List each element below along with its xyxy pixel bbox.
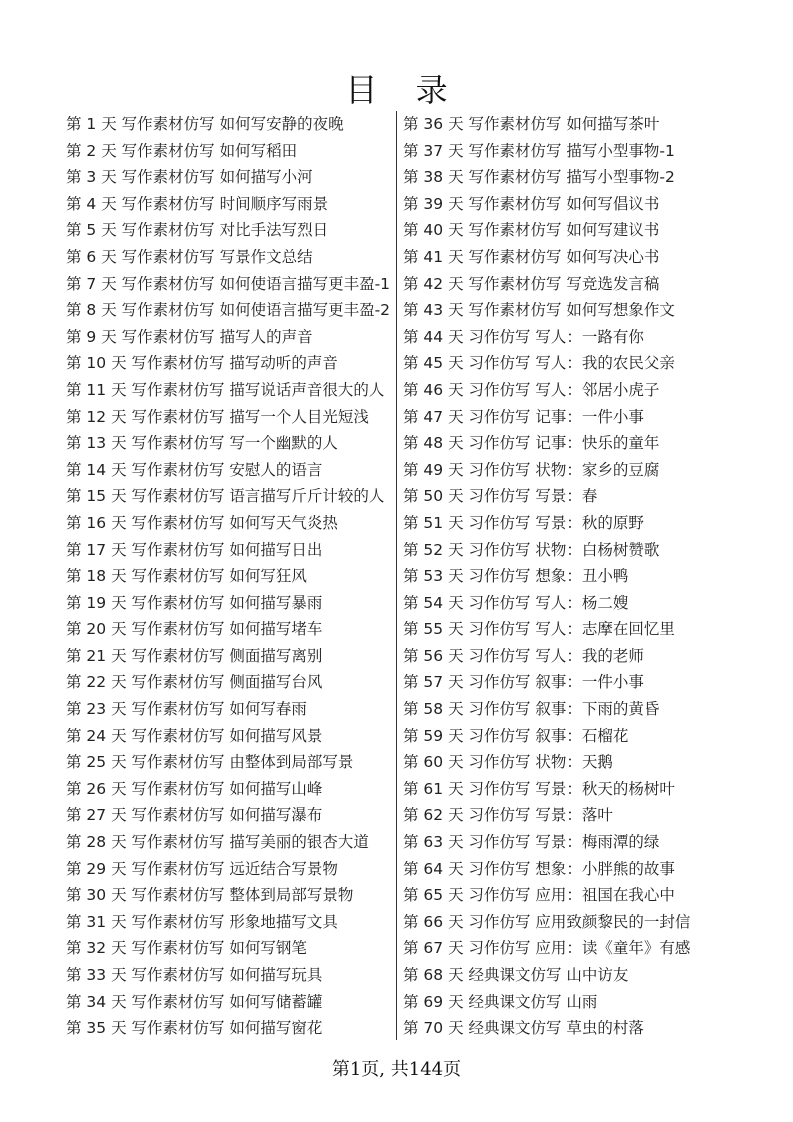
toc-entry[interactable]: 第 57 天 习作仿写 叙事：一件小事 [403,673,644,692]
toc-entry[interactable]: 第 18 天 写作素材仿写 如何写狂风 [66,567,307,586]
toc-entry[interactable]: 第 37 天 写作素材仿写 描写小型事物-1 [403,141,675,160]
toc-entry[interactable]: 第 67 天 习作仿写 应用：读《童年》有感 [403,939,691,958]
toc-entry[interactable]: 第 31 天 写作素材仿写 形象地描写文具 [66,912,338,931]
toc-entry[interactable]: 第 19 天 写作素材仿写 如何描写暴雨 [66,593,323,612]
toc-entry[interactable]: 第 11 天 写作素材仿写 描写说话声音很大的人 [66,380,385,399]
toc-entry[interactable]: 第 42 天 写作素材仿写 写竞选发言稿 [403,274,660,293]
page-number-footer: 第1页, 共144页 [331,1059,462,1080]
toc-entry[interactable]: 第 41 天 写作素材仿写 如何写决心书 [403,247,660,266]
toc-entry[interactable]: 第 23 天 写作素材仿写 如何写春雨 [66,700,307,719]
toc-entry[interactable]: 第 56 天 习作仿写 写人：我的老师 [403,646,644,665]
toc-entry[interactable]: 第 13 天 写作素材仿写 写一个幽默的人 [66,434,338,453]
toc-entry[interactable]: 第 27 天 写作素材仿写 如何描写瀑布 [66,806,323,825]
toc-entry[interactable]: 第 53 天 习作仿写 想象：丑小鸭 [403,567,629,586]
toc-entry[interactable]: 第 46 天 习作仿写 写人：邻居小虎子 [403,380,660,399]
toc-entry[interactable]: 第 47 天 习作仿写 记事：一件小事 [403,407,644,426]
toc-entry[interactable]: 第 34 天 写作素材仿写 如何写储蓄罐 [66,992,323,1011]
toc-entry[interactable]: 第 58 天 习作仿写 叙事：下雨的黄昏 [403,700,660,719]
toc-entry[interactable]: 第 70 天 经典课文仿写 草虫的村落 [403,1019,644,1038]
toc-entry[interactable]: 第 43 天 写作素材仿写 如何写想象作文 [403,301,675,320]
toc-entry[interactable]: 第 6 天 写作素材仿写 写景作文总结 [66,247,313,266]
toc-entry[interactable]: 第 65 天 习作仿写 应用：祖国在我心中 [403,886,675,905]
toc-entry[interactable]: 第 55 天 习作仿写 写人：志摩在回忆里 [403,620,675,639]
toc-entry[interactable]: 第 28 天 写作素材仿写 描写美丽的银杏大道 [66,833,369,852]
toc-entry[interactable]: 第 22 天 写作素材仿写 侧面描写台风 [66,673,323,692]
toc-entry[interactable]: 第 64 天 习作仿写 想象：小胖熊的故事 [403,859,675,878]
toc-entry[interactable]: 第 49 天 习作仿写 状物：家乡的豆腐 [403,460,660,479]
toc-entry[interactable]: 第 33 天 写作素材仿写 如何描写玩具 [66,966,323,984]
toc-right-column [403,111,733,1042]
toc-entry[interactable]: 第 4 天 写作素材仿写 时间顺序写雨景 [66,194,329,213]
toc-entry[interactable]: 第 17 天 写作素材仿写 如何描写日出 [66,540,323,559]
toc-entry[interactable]: 第 61 天 习作仿写 写景：秋天的杨树叶 [403,779,675,798]
toc-entry[interactable]: 第 12 天 写作素材仿写 描写一个人目光短浅 [66,407,369,426]
toc-entry[interactable]: 第 24 天 写作素材仿写 如何描写风景 [66,726,323,745]
toc-entry[interactable]: 第 45 天 习作仿写 写人：我的农民父亲 [403,354,675,373]
toc-entry[interactable]: 第 62 天 习作仿写 写景：落叶 [403,806,613,825]
toc-entry[interactable]: 第 66 天 习作仿写 应用致颜黎民的一封信 [403,912,691,931]
toc-entry[interactable]: 第 40 天 写作素材仿写 如何写建议书 [403,221,660,240]
toc-entry[interactable]: 第 35 天 写作素材仿写 如何描写窗花 [66,1019,323,1038]
toc-entry[interactable]: 第 39 天 写作素材仿写 如何写倡议书 [403,194,660,213]
toc-entry[interactable]: 第 3 天 写作素材仿写 如何描写小河 [66,168,313,187]
toc-entry[interactable]: 第 9 天 写作素材仿写 描写人的声音 [66,327,313,346]
toc-entry[interactable]: 第 68 天 经典课文仿写 山中访友 [403,966,629,984]
toc-left-column [66,111,392,1042]
toc-entry[interactable]: 第 16 天 写作素材仿写 如何写天气炎热 [66,513,338,532]
toc-entry[interactable]: 第 54 天 习作仿写 写人：杨二嫂 [403,593,629,612]
toc-entry[interactable]: 第 5 天 写作素材仿写 对比手法写烈日 [66,221,329,240]
toc-entry[interactable]: 第 36 天 写作素材仿写 如何描写茶叶 [403,115,660,133]
toc-entry[interactable]: 第 50 天 习作仿写 写景：春 [403,487,598,506]
toc-entry[interactable]: 第 48 天 习作仿写 记事：快乐的童年 [403,434,660,453]
toc-entry[interactable]: 第 15 天 写作素材仿写 语言描写斤斤计较的人 [66,487,385,506]
toc-entry[interactable]: 第 32 天 写作素材仿写 如何写钢笔 [66,939,307,958]
toc-entry[interactable]: 第 44 天 习作仿写 写人：一路有你 [403,327,644,346]
column-divider [396,111,397,1040]
toc-entry[interactable]: 第 14 天 写作素材仿写 安慰人的语言 [66,460,323,479]
toc-entry[interactable]: 第 1 天 写作素材仿写 如何写安静的夜晚 [66,115,344,133]
toc-entry[interactable]: 第 30 天 写作素材仿写 整体到局部写景物 [66,886,354,905]
toc-entry[interactable]: 第 8 天 写作素材仿写 如何使语言描写更丰盈-2 [66,301,391,320]
toc-entry[interactable]: 第 38 天 写作素材仿写 描写小型事物-2 [403,168,675,187]
toc-entry[interactable]: 第 7 天 写作素材仿写 如何使语言描写更丰盈-1 [66,274,391,293]
toc-entry[interactable]: 第 26 天 写作素材仿写 如何描写山峰 [66,779,323,798]
toc-entry[interactable]: 第 29 天 写作素材仿写 远近结合写景物 [66,859,338,878]
toc-entry[interactable]: 第 60 天 习作仿写 状物：天鹅 [403,753,613,772]
toc-entry[interactable]: 第 59 天 习作仿写 叙事：石榴花 [403,726,629,745]
page-title: 目 录 [345,71,462,109]
toc-entry[interactable]: 第 21 天 写作素材仿写 侧面描写离别 [66,646,323,665]
toc-entry[interactable]: 第 2 天 写作素材仿写 如何写稻田 [66,141,298,160]
toc-entry[interactable]: 第 52 天 习作仿写 状物：白杨树赞歌 [403,540,660,559]
toc-entry[interactable]: 第 10 天 写作素材仿写 描写动听的声音 [66,354,338,373]
toc-entry[interactable]: 第 25 天 写作素材仿写 由整体到局部写景 [66,753,354,772]
toc-entry[interactable]: 第 51 天 习作仿写 写景：秋的原野 [403,513,644,532]
toc-entry[interactable]: 第 69 天 经典课文仿写 山雨 [403,992,598,1011]
toc-entry[interactable]: 第 63 天 习作仿写 写景：梅雨潭的绿 [403,833,660,852]
toc-entry[interactable]: 第 20 天 写作素材仿写 如何描写堵车 [66,620,323,639]
